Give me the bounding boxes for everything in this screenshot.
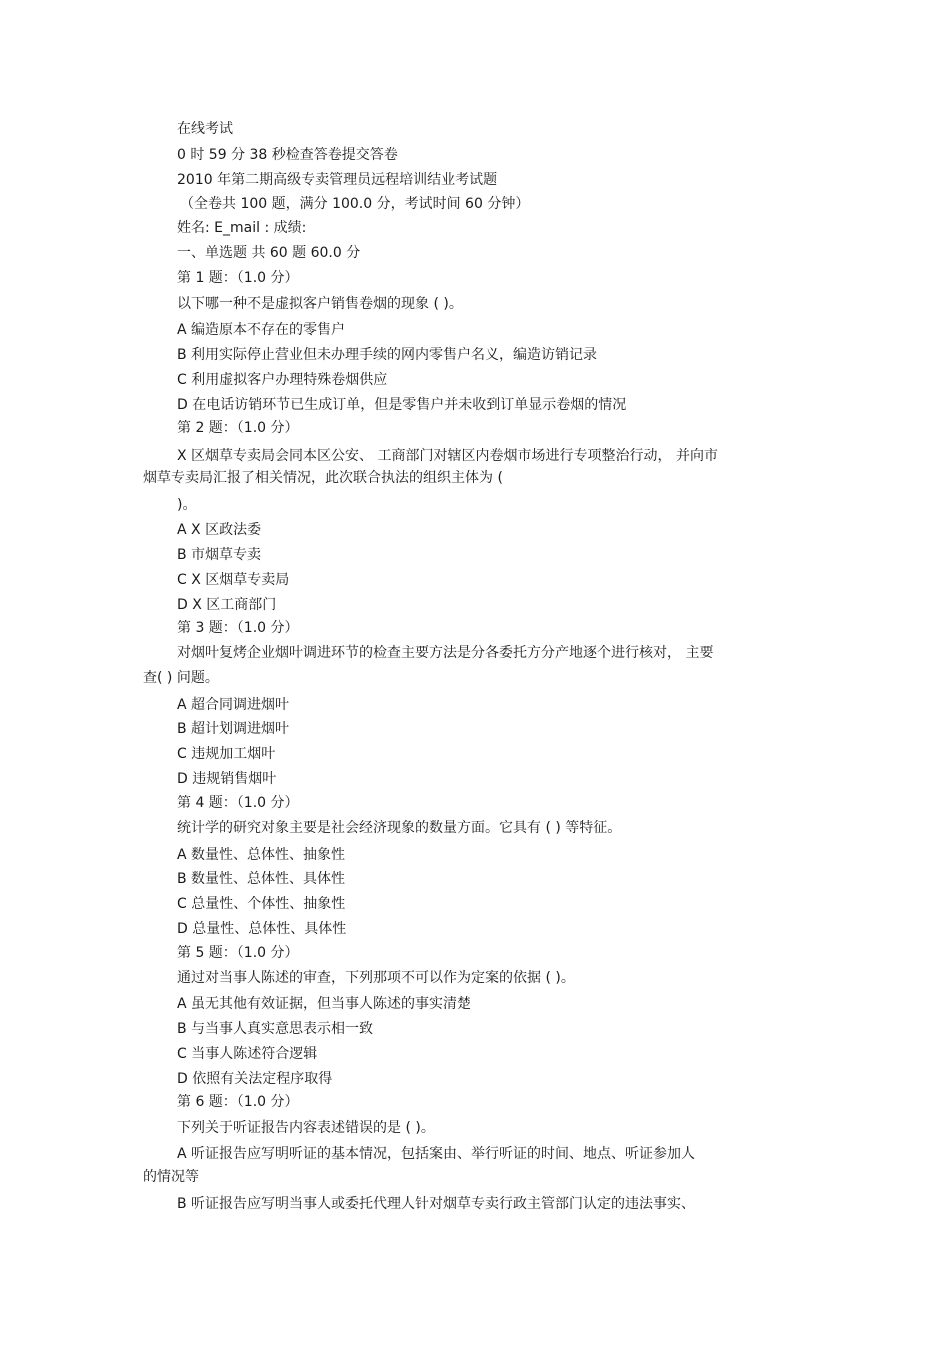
option-b: B 与当事人真实意思表示相一致 — [177, 1021, 374, 1037]
option-c: C X 区烟草专卖局 — [177, 572, 290, 588]
option-c: C 当事人陈述符合逻辑 — [177, 1046, 318, 1062]
option-d: D 总量性、总体性、具体性 — [177, 921, 347, 937]
option-c: C 总量性、个体性、抽象性 — [177, 896, 346, 912]
option-c: C 利用虚拟客户办理特殊卷烟供应 — [177, 372, 388, 388]
option-d: D 依照有关法定程序取得 — [177, 1071, 333, 1087]
question-number: 第 4 题：（1.0 分） — [177, 795, 299, 811]
option-d: D 违规销售烟叶 — [177, 771, 277, 787]
option-a: A 听证报告应写明听证的基本情况，包括案由、举行听证的时间、地点、听证参加人 — [177, 1146, 696, 1162]
question-stem: X 区烟草专卖局会同本区公安、 工商部门对辖区内卷烟市场进行专项整治行动， 并向市 — [177, 448, 718, 464]
user-info: 姓名: E_mail : 成绩: — [177, 220, 307, 236]
question-number: 第 5 题：（1.0 分） — [177, 945, 299, 961]
option-b: B 超计划调进烟叶 — [177, 721, 290, 737]
timer-and-actions: 0 时 59 分 38 秒检查答卷提交答卷 — [177, 147, 398, 163]
option-b: B 利用实际停止营业但未办理手续的网内零售户名义，编造访销记录 — [177, 347, 598, 363]
exam-info: （全卷共 100 题，满分 100.0 分，考试时间 60 分钟） — [180, 196, 530, 212]
question-stem: 对烟叶复烤企业烟叶调进环节的检查主要方法是分各委托方分产地逐个进行核对， 主要 — [177, 645, 714, 661]
section-title: 一、单选题 共 60 题 60.0 分 — [177, 245, 361, 261]
option-c: C 违规加工烟叶 — [177, 746, 276, 762]
question-stem: 下列关于听证报告内容表述错误的是 ( )。 — [177, 1120, 435, 1136]
option-b: B 听证报告应写明当事人或委托代理人针对烟草专卖行政主管部门认定的违法事实、 — [177, 1196, 696, 1212]
option-b: B 数量性、总体性、具体性 — [177, 871, 346, 887]
question-number: 第 1 题：（1.0 分） — [177, 270, 299, 286]
question-stem: 通过对当事人陈述的审查，下列那项不可以作为定案的依据 ( )。 — [177, 970, 575, 986]
option-d: D 在电话访销环节已生成订单，但是零售户并未收到订单显示卷烟的情况 — [177, 397, 627, 413]
exam-title: 2010 年第二期高级专卖管理员远程培训结业考试题 — [177, 172, 498, 188]
option-a: A 虽无其他有效证据，但当事人陈述的事实清楚 — [177, 996, 472, 1012]
question-number: 第 6 题：（1.0 分） — [177, 1094, 299, 1110]
question-stem: 烟草专卖局汇报了相关情况，此次联合执法的组织主体为 ( — [143, 470, 503, 486]
question-stem: 查( ) 问题。 — [143, 670, 219, 686]
option-a: A 数量性、总体性、抽象性 — [177, 847, 346, 863]
question-stem: 以下哪一种不是虚拟客户销售卷烟的现象 ( )。 — [177, 296, 463, 312]
option-d: D X 区工商部门 — [177, 597, 277, 613]
question-number: 第 3 题：（1.0 分） — [177, 620, 299, 636]
question-stem: )。 — [177, 497, 197, 513]
option-a: A 超合同调进烟叶 — [177, 697, 290, 713]
option-b: B 市烟草专卖 — [177, 547, 262, 563]
question-number: 第 2 题：（1.0 分） — [177, 420, 299, 436]
option-a: A 编造原本不存在的零售户 — [177, 322, 346, 338]
question-stem: 统计学的研究对象主要是社会经济现象的数量方面。它具有 ( ) 等特征。 — [177, 820, 622, 836]
option-a: A X 区政法委 — [177, 522, 262, 538]
option-a-continued: 的情况等 — [143, 1169, 199, 1185]
page-title: 在线考试 — [177, 121, 233, 137]
